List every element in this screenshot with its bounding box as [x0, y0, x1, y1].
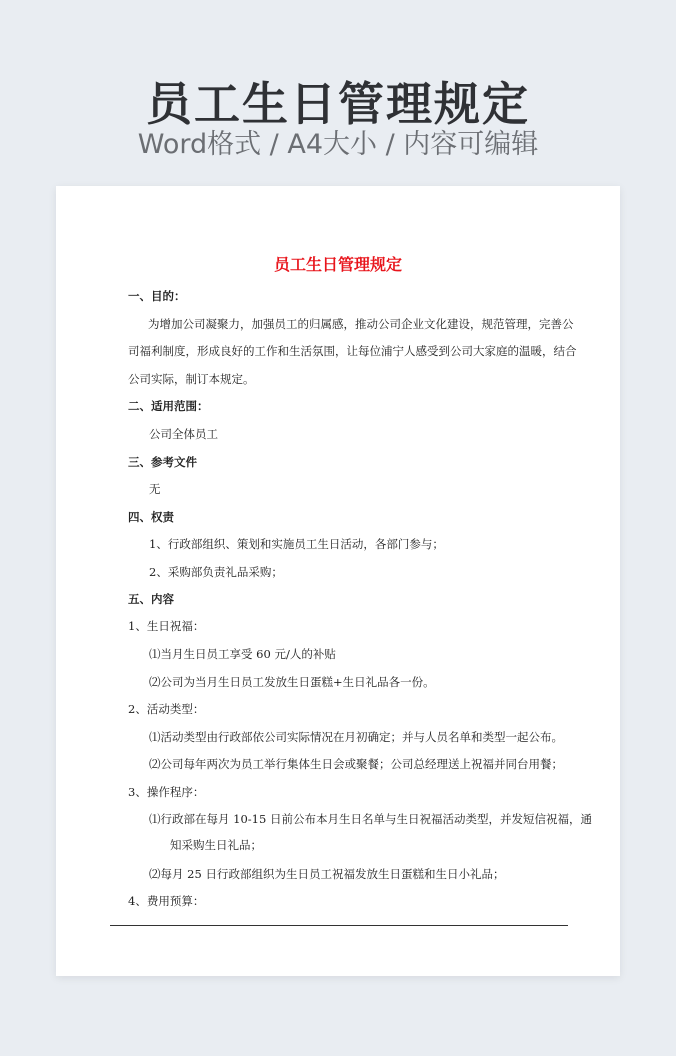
section-reference-text: 无	[149, 482, 161, 496]
content-procedure-item: ⑴行政部在每月 10-15 日前公布本月生日名单与生日祝福活动类型，并发短信祝福，通	[149, 812, 592, 826]
section-duties-item: 1、行政部组织、策划和实施员工生日活动，各部门参与；	[149, 537, 444, 551]
content-procedure-heading: 3、操作程序：	[128, 785, 205, 799]
document-title: 员工生日管理规定	[273, 255, 402, 274]
content-procedure-item: 知采购生日礼品；	[170, 838, 262, 852]
section-purpose-text: 公司实际，制订本规定。	[128, 372, 255, 386]
content-procedure-item: ⑵每月 25 日行政部组织为生日员工祝福发放生日蛋糕和生日小礼品；	[149, 867, 505, 881]
page-divider	[110, 925, 568, 926]
content-birthday-heading: 1、生日祝福：	[128, 619, 205, 633]
content-birthday-item: ⑵公司为当月生日员工发放生日蛋糕+生日礼品各一份。	[149, 675, 435, 689]
content-activity-heading: 2、活动类型：	[128, 702, 205, 716]
content-budget-heading: 4、费用预算：	[128, 894, 205, 908]
section-scope-text: 公司全体员工	[149, 427, 218, 441]
content-activity-item: ⑵公司每年两次为员工举行集体生日会或聚餐；公司总经理送上祝福并同台用餐；	[149, 757, 563, 771]
content-birthday-item: ⑴当月生日员工享受 60 元/人的补贴	[149, 647, 336, 661]
section-purpose-text: 司福利制度，形成良好的工作和生活氛围，让每位浦宁人感受到公司大家庭的温暖，结合	[128, 344, 577, 358]
section-content-heading: 五、内容	[128, 592, 174, 606]
document-page	[56, 186, 620, 976]
banner-subtitle: Word格式 / A4大小 / 内容可编辑	[137, 129, 539, 160]
section-purpose-text: 为增加公司凝聚力，加强员工的归属感，推动公司企业文化建设，规范管理，完善公	[148, 317, 574, 331]
section-scope-heading: 二、适用范围：	[128, 399, 209, 413]
section-reference-heading: 三、参考文件	[128, 455, 197, 469]
content-activity-item: ⑴活动类型由行政部依公司实际情况在月初确定；并与人员名单和类型一起公布。	[149, 730, 563, 744]
section-purpose-heading: 一、目的：	[128, 289, 186, 303]
section-duties-item: 2、采购部负责礼品采购；	[149, 565, 283, 579]
banner-title: 员工生日管理规定	[146, 77, 530, 131]
section-duties-heading: 四、权责	[128, 510, 174, 524]
